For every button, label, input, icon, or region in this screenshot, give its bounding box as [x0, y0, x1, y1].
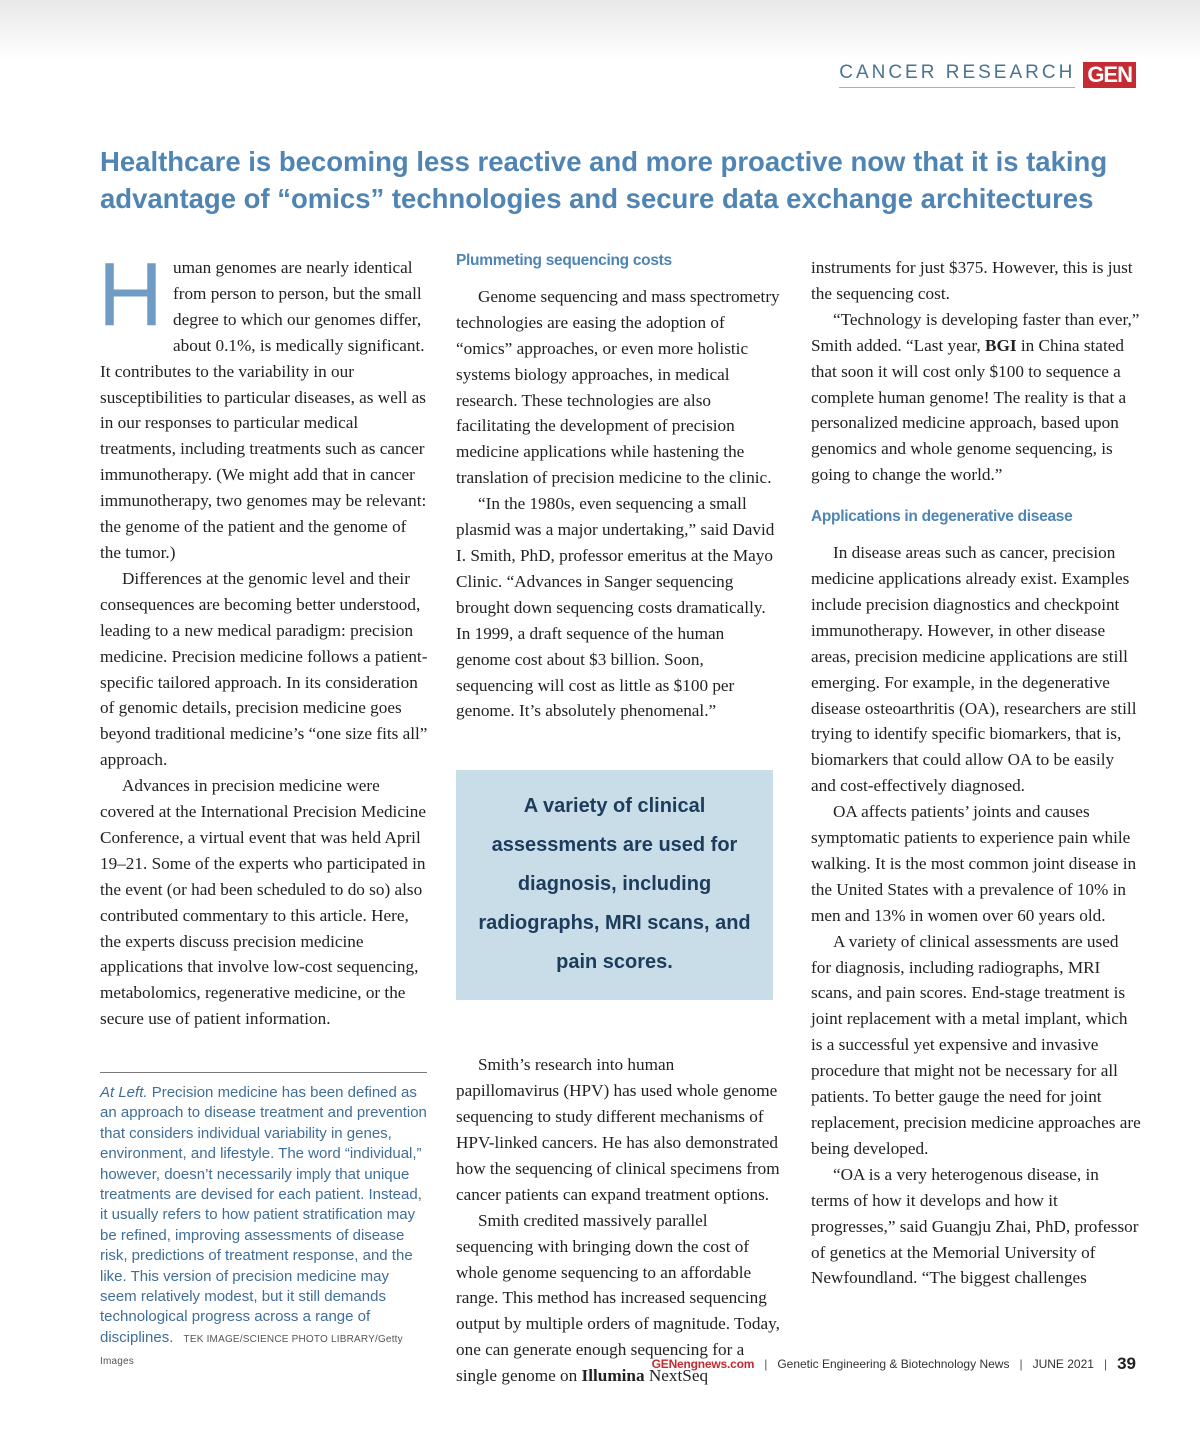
paragraph: Differences at the genomic level and their consequences are becoming better understood, leading to a new medical paradigm: precision medicine. Precision medicine follows a patient-specific tailored approach. In its consideration of genomic details, precision medicine goes beyond traditional medicine’s “one size fits all” approach. — [100, 568, 428, 770]
caption-text: Precision medicine has been defined as an approach to disease treatment and prevention that considers individual variability in genes, environment, and lifestyle. The word “individual,” however, doesn’t necessarily imply that unique treatments are devised for each patient. Instead, it usually refers to how patient stratification may be refined, improving assessments of disease risk, predictions of treatment response, and the like. This version of precision medicine may seem relatively modest, but it still demands technological progress across a range of disciplines. — [100, 1084, 427, 1346]
subhead: Plummeting sequencing costs — [456, 252, 672, 269]
subhead: Applications in degenerative disease — [811, 508, 1073, 526]
paragraph: OA affects patients’ joints and causes symptomatic patients to experience pain while walking. It is the most common joint disease in the United States with a prevalence of 10% in men and 13% in women over 60 years old. — [811, 802, 1137, 925]
top-shading — [0, 0, 1200, 60]
footer-separator: | — [764, 1357, 768, 1371]
section-header — [839, 62, 1136, 88]
paragraph: “In the 1980s, even sequencing a small plasmid was a major undertaking,” said David I. Smith, PhD, professor emeritus at the Mayo Clinic. “Advances in Sanger sequencing brought down sequencing costs dramatically. In 1999, a draft sequence of the human genome cost about $3 billion. Soon, sequencing will cost as little as $100 per genome. It’s absolutely phenomenal.” — [456, 494, 775, 721]
footer-separator: | — [1019, 1357, 1023, 1371]
page-number: 39 — [1117, 1354, 1136, 1373]
paragraph: In disease areas such as cancer, precision medicine applications already exist. Examples include precision diagnostics and checkpoint immunotherapy. However, in other disease areas, precision medicine applications are still emerging. For example, in the degenerative disease osteoarthritis (OA), researchers are still trying to identify specific biomarkers, that is, biomarkers that could allow OA to be easily and cost-effectively diagnosed. — [811, 543, 1137, 796]
paragraph-text: “Technology is developing faster than ever,” Smith added. “Last year, — [811, 309, 1140, 355]
drop-cap: H — [98, 245, 163, 345]
paragraph: instruments for just $375. However, this is just the sequencing cost. — [811, 258, 1133, 303]
paragraph: Advances in precision medicine were covered at the International Precision Medicine Conference, a virtual event that was held April 19–21. Some of the experts who participated in the event (or had been scheduled to do so) also contributed commentary to this article. Here, the experts discuss precision medicine applications that involve low-cost sequencing, metabolomics, regenerative medicine, or the secure use of patient information. — [100, 776, 426, 1029]
column-1 — [98, 245, 430, 1032]
gen-logo: GEN — [1083, 62, 1136, 88]
paragraph — [98, 245, 430, 566]
section-label: CANCER RESEARCH — [839, 62, 1075, 88]
paragraph-text: in China stated that soon it will cost only $100 to sequence a complete human genome! The reality is that a personalized medicine approach, based upon genomics and whole genome sequencing, is going to change the world.” — [811, 335, 1127, 485]
column-3 — [811, 255, 1141, 1291]
caption-lead: At Left. — [100, 1084, 148, 1101]
footer-separator: | — [1103, 1357, 1108, 1371]
footer-issue: JUNE 2021 — [1032, 1357, 1094, 1371]
paragraph-text: NextSeq — [644, 1366, 709, 1386]
column-2 — [456, 248, 781, 1389]
paragraph: Smith’s research into human papillomavirus (HPV) has used whole genome sequencing to study different mechanisms of HPV-linked cancers. He has also demonstrated how the sequencing of clinical specimens from cancer patients can expand treatment options. — [456, 1055, 780, 1204]
page-footer — [652, 1354, 1136, 1374]
company-name: BGI — [985, 335, 1017, 355]
paragraph — [811, 307, 1141, 488]
company-name: Illumina — [581, 1366, 645, 1386]
paragraph: Genome sequencing and mass spectrometry technologies are easing the adoption of “omics” approaches, or even more holistic systems biology approaches, in medical research. These technologies are also facilitating the development of precision medicine applications while hastening the translation of precision medicine to the clinic. — [456, 286, 780, 488]
footer-site-link[interactable]: GENengnews.com — [651, 1357, 755, 1371]
photo-credit: TEK IMAGE/SCIENCE PHOTO LIBRARY/Getty Images — [100, 1333, 403, 1368]
photo-caption — [100, 1083, 428, 1373]
footer-publication: Genetic Engineering & Biotechnology News — [777, 1357, 1010, 1371]
pull-quote: A variety of clinical assessments are used for diagnosis, including radiographs, MRI scans, and pain scores. — [456, 770, 773, 1000]
caption-divider — [100, 1072, 427, 1073]
paragraph: “OA is a very heterogenous disease, in terms of how it develops and how it progresses,” said Guangju Zhai, PhD, professor of genetics at the Memorial University of Newfoundland. “The biggest challenges — [811, 1164, 1139, 1288]
paragraph: A variety of clinical assessments are used for diagnosis, including radiographs, MRI scans, and pain scores. End-stage treatment is joint replacement with a metal implant, which is a successful yet expensive and invasive procedure that might not be necessary for all patients. To better gauge the need for joint replacement, precision medicine approaches are being developed. — [811, 931, 1141, 1158]
headline: Healthcare is becoming less reactive and more proactive now that it is taking advantage of “omics” technologies and secure data exchange architectures — [100, 146, 1108, 214]
paragraph-text: Smith credited massively parallel sequencing with bringing down the cost of whole genome sequencing to an affordable range. This method has increased sequencing output by multiple orders of magnitude. Today, one can generate enough sequencing for a single genome on — [456, 1210, 780, 1386]
paragraph-text: uman genomes are nearly identical from person to person, but the small degree to which our genomes differ, about 0.1%, is medically significant. It contributes to the variability in our susceptibilities to particular diseases, as well as in our responses to particular medical treatments, including treatments such as cancer immunotherapy. (We might add that in cancer immunotherapy, two genomes may be relevant: the genome of the patient and the genome of the tumor.) — [100, 258, 427, 562]
